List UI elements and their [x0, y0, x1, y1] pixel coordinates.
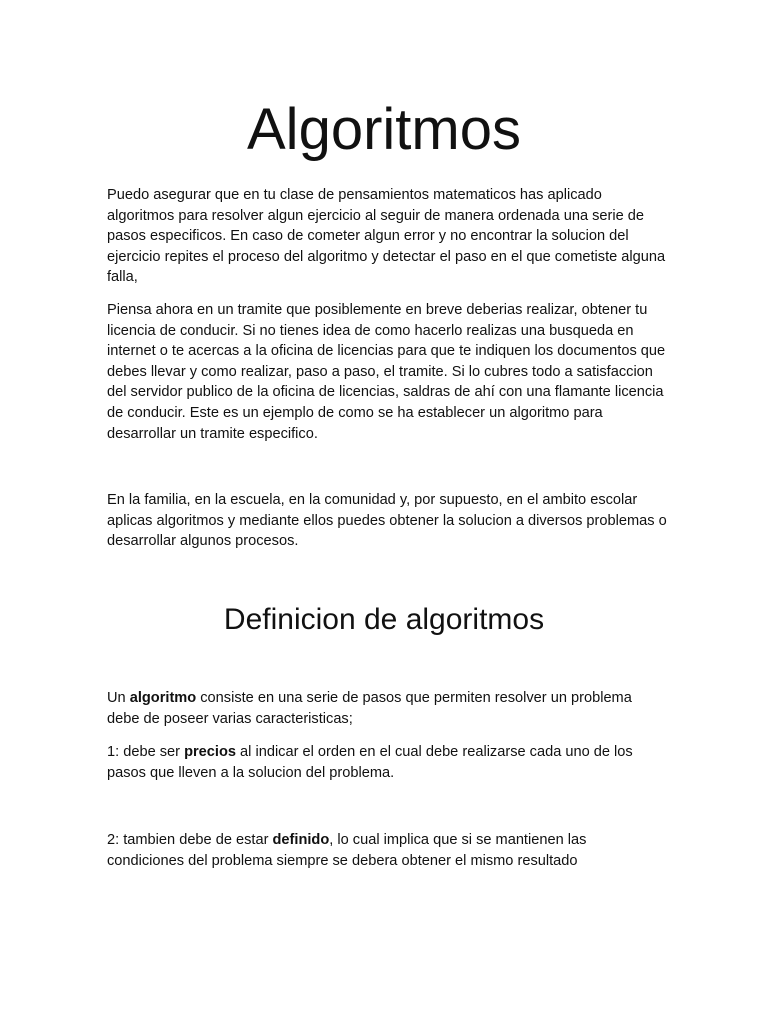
definition-text-post: consiste en una serie de pasos que permiten resolver un problema debe de poseer varias caracteristicas; — [107, 690, 632, 727]
document-title: Algoritmos — [247, 97, 521, 162]
section-heading: Definicion de algoritmos — [223, 603, 545, 636]
daily-life-paragraph: En la familia, en la escuela, en la comunidad y, por supuesto, en el ambito escolar aplicas algoritmos y mediante ellos puedes obtener la solucion a diversos problemas o desarrollar algunos procesos. — [107, 492, 667, 550]
intro-paragraph: Puedo asegurar que en tu clase de pensamientos matematicos has aplicado algoritmos para resolver algun ejercicio al seguir de manera ordenada una serie de pasos especificos. En caso de cometer algun error y no encontrar la solucion del ejercicio repites el proceso del algoritmo y detectar el paso en el que cometiste alguna falla, — [107, 187, 666, 286]
definition-paragraph — [107, 688, 667, 729]
item1-text-pre: 1: debe ser — [107, 744, 185, 760]
item2-text-post: , lo cual implica que si se mantienen las condiciones del problema siempre se debera obtener el mismo resultado — [107, 832, 587, 869]
item1-term: precios — [184, 744, 236, 760]
license-example-paragraph: Piensa ahora en un tramite que posiblemente en breve deberias realizar, obtener tu licencia de conducir. Si no tienes idea de como hacerlo realizas una busqueda en internet o te acercas a la oficina de licencias para que te indiquen los documentos que debes llevar y como realizar, paso a paso, el tramite. Si lo cubres todo a satisfaccion del servidor publico de la oficina de licencias, saldras de ahí con una flamante licencia de conducir. Este es un ejemplo de como se ha establecer un algoritmo para desarrollar un tramite especifico. — [107, 302, 666, 442]
item2-term: definido — [272, 832, 330, 848]
item1-text-post: al indicar el orden en el cual debe realizarse cada uno de los pasos que lleven a la solucion del problema. — [107, 744, 633, 781]
characteristic-item-1 — [107, 742, 667, 783]
definition-term: algoritmo — [129, 690, 197, 706]
definition-text-pre: Un — [107, 690, 130, 706]
item2-text-pre: 2: tambien debe de estar — [107, 832, 273, 848]
characteristic-item-2 — [107, 830, 667, 871]
